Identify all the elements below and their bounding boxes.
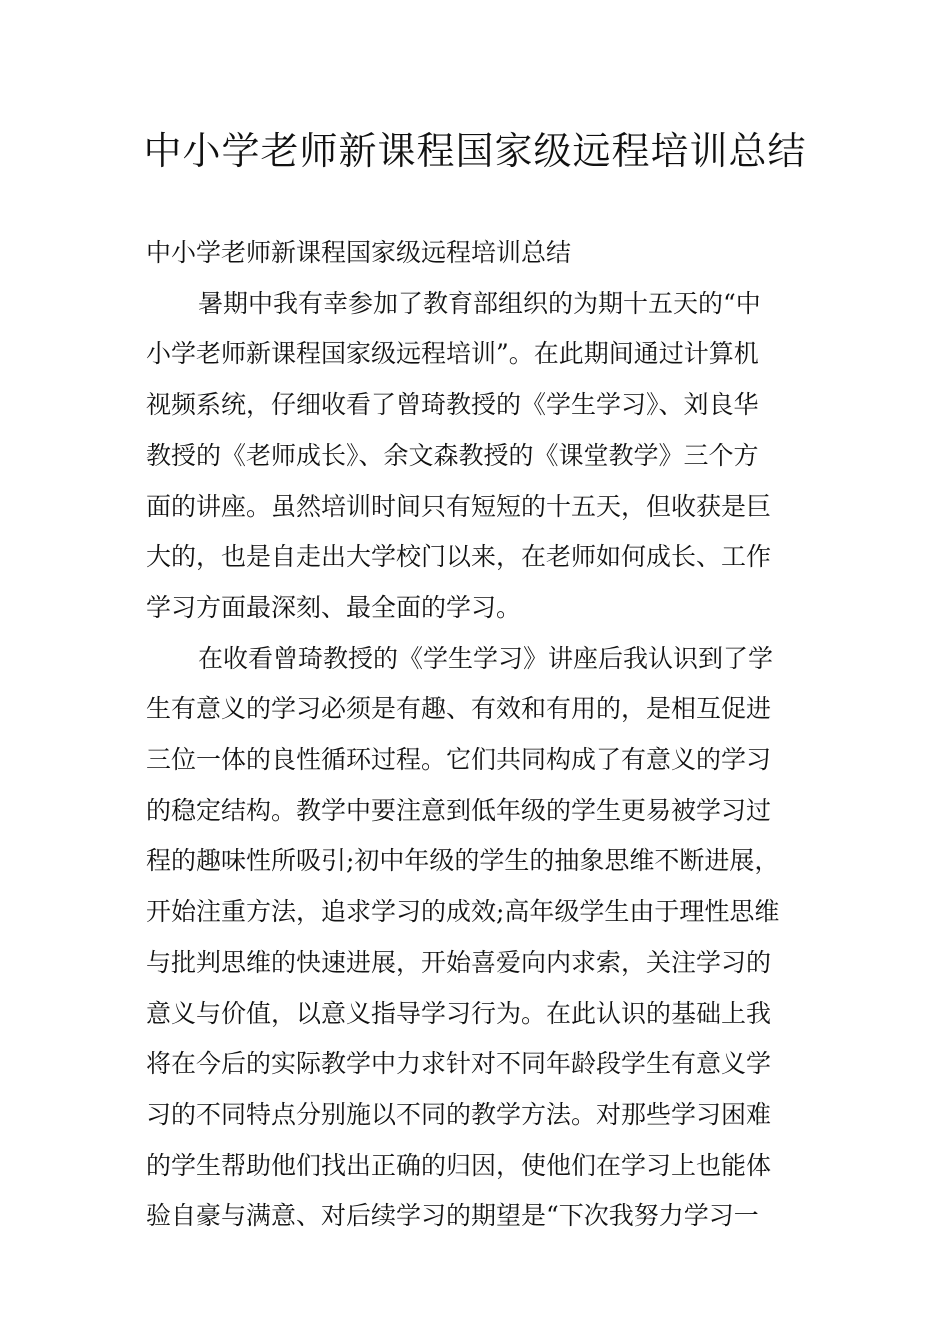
- paragraph-line: 的稳定结构。教学中要注意到低年级的学生更易被学习过: [146, 795, 772, 825]
- paragraph-line: 将在今后的实际教学中力求针对不同年龄段学生有意义学: [146, 1049, 772, 1079]
- paragraph-line: 面的讲座。虽然培训时间只有短短的十五天，但收获是巨: [146, 491, 772, 521]
- paragraph-line: 习的不同特点分别施以不同的教学方法。对那些学习困难: [146, 1099, 772, 1129]
- document-body: [146, 228, 811, 1242]
- paragraph-1: [146, 279, 811, 634]
- paragraph-line: 开始注重方法，追求学习的成效;高年级学生由于理性思维: [146, 897, 780, 927]
- paragraph-line: 大的，也是自走出大学校门以来，在老师如何成长、工作: [146, 542, 772, 572]
- paragraph-line: 验自豪与满意、对后续学习的期望是“下次我努力学习一: [146, 1201, 759, 1231]
- document-title: 中小学老师新课程国家级远程培训总结: [143, 129, 807, 173]
- paragraph-line: 与批判思维的快速进展，开始喜爱向内求索，关注学习的: [146, 947, 772, 977]
- paragraph-line: 生有意义的学习必须是有趣、有效和有用的，是相互促进: [146, 694, 772, 724]
- paragraph-line: 暑期中我有幸参加了教育部组织的为期十五天的“中: [198, 288, 761, 318]
- paragraph-line: 学习方面最深刻、最全面的学习。: [146, 592, 522, 622]
- paragraph-line: 教授的《老师成长》、余文森教授的《课堂教学》三个方: [146, 440, 759, 470]
- document-subtitle: 中小学老师新课程国家级远程培训总结: [146, 238, 572, 267]
- paragraph-line: 程的趣味性所吸引;初中年级的学生的抽象思维不断进展，: [146, 846, 780, 876]
- paragraph-line: 视频系统，仔细收看了曾琦教授的《学生学习》、刘良华: [146, 390, 759, 420]
- paragraph-line: 在收看曾琦教授的《学生学习》讲座后我认识到了学: [198, 643, 774, 673]
- paragraph-line: 小学老师新课程国家级远程培训”。在此期间通过计算机: [146, 339, 759, 369]
- paragraph-line: 三位一体的良性循环过程。它们共同构成了有意义的学习: [146, 745, 772, 775]
- paragraph-2: [146, 634, 811, 1242]
- paragraph-line: 意义与价值，以意义指导学习行为。在此认识的基础上我: [146, 998, 772, 1028]
- paragraph-line: 的学生帮助他们找出正确的归因，使他们在学习上也能体: [146, 1150, 772, 1180]
